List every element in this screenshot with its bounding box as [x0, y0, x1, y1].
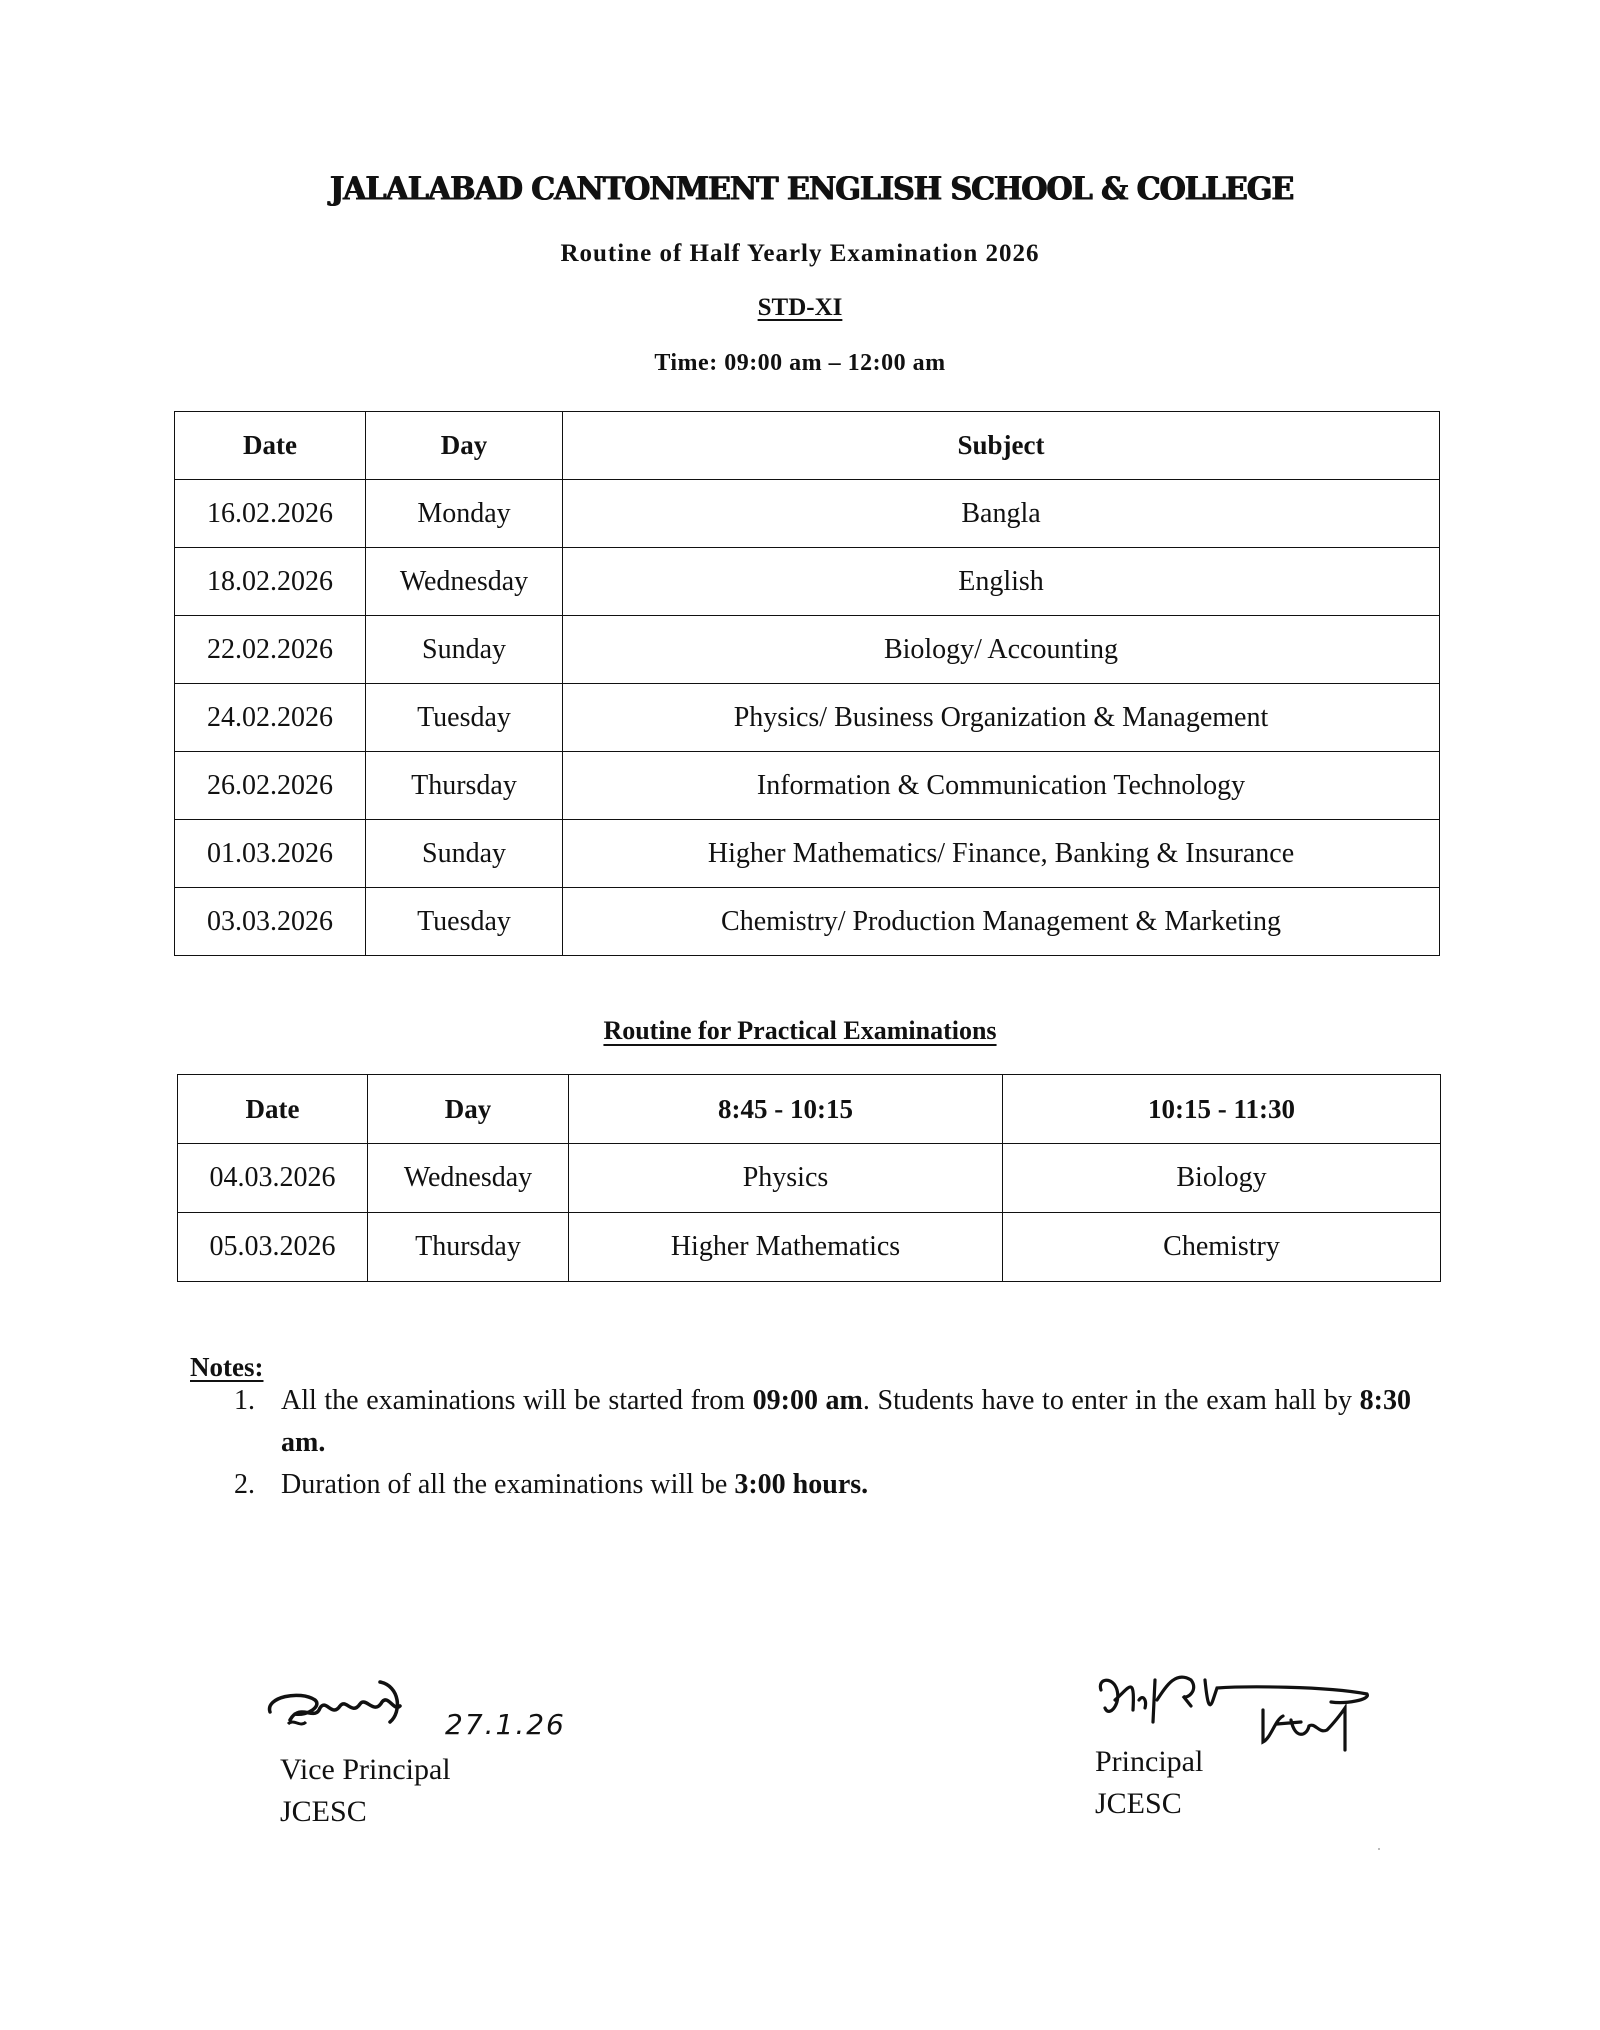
cell-date: 05.03.2026 — [178, 1213, 368, 1282]
cell-slot-1: Higher Mathematics — [569, 1213, 1003, 1282]
cell-slot-2: Biology — [1003, 1144, 1441, 1213]
vice-principal-signature-icon — [260, 1672, 460, 1752]
note-number: 2. — [234, 1469, 255, 1500]
class-label-text: STD-XI — [757, 294, 843, 321]
cell-subject: Information & Communication Technology — [563, 752, 1440, 820]
table-row — [178, 1213, 1441, 1282]
note-text-part: All the examinations will be started from — [281, 1385, 753, 1416]
table-header-row — [178, 1075, 1441, 1144]
note-emphasis: 8:30 am. — [281, 1385, 1411, 1458]
cell-day: Thursday — [366, 752, 563, 820]
exam-title: Routine of Half Yearly Examination 2026 — [560, 240, 1040, 267]
column-header-slot-1: 8:45 - 10:15 — [569, 1075, 1003, 1144]
cell-date: 18.02.2026 — [175, 548, 366, 616]
cell-date: 01.03.2026 — [175, 820, 366, 888]
column-header-slot-2: 10:15 - 11:30 — [1003, 1075, 1441, 1144]
vice-principal-title: Vice Principal — [280, 1753, 451, 1786]
note-item — [234, 1464, 1414, 1509]
notes-heading — [190, 1352, 263, 1383]
table-row — [175, 548, 1440, 616]
class-label — [0, 294, 1600, 322]
note-text-part: . Students have to enter in the exam hall by — [862, 1385, 1360, 1416]
cell-day: Sunday — [366, 616, 563, 684]
cell-day: Tuesday — [366, 684, 563, 752]
cell-slot-1: Physics — [569, 1144, 1003, 1213]
cell-subject: Physics/ Business Organization & Management — [563, 684, 1440, 752]
cell-slot-2: Chemistry — [1003, 1213, 1441, 1282]
practical-heading-text: Routine for Practical Examinations — [603, 1016, 997, 1045]
table-row — [175, 480, 1440, 548]
cell-subject: Biology/ Accounting — [563, 616, 1440, 684]
column-header-subject: Subject — [563, 412, 1440, 480]
column-header-date: Date — [175, 412, 366, 480]
signature-date: 27.1.26 — [445, 1708, 566, 1741]
table-row — [175, 820, 1440, 888]
table-row — [175, 616, 1440, 684]
cell-date: 03.03.2026 — [175, 888, 366, 956]
table-row — [175, 888, 1440, 956]
cell-day: Sunday — [366, 820, 563, 888]
cell-subject: Bangla — [563, 480, 1440, 548]
note-text — [281, 1464, 1411, 1506]
practical-routine-table — [177, 1074, 1441, 1282]
cell-day: Tuesday — [366, 888, 563, 956]
vice-principal-signature-block — [280, 1672, 640, 1842]
column-header-date: Date — [178, 1075, 368, 1144]
practical-routine-heading — [0, 1016, 1600, 1046]
scan-speck — [1378, 1848, 1380, 1850]
note-text — [281, 1380, 1411, 1464]
cell-day: Wednesday — [366, 548, 563, 616]
column-header-day: Day — [368, 1075, 569, 1144]
cell-date: 04.03.2026 — [178, 1144, 368, 1213]
table-row — [175, 752, 1440, 820]
cell-date: 16.02.2026 — [175, 480, 366, 548]
note-text-part: Duration of all the examinations will be — [281, 1469, 735, 1500]
cell-subject: English — [563, 548, 1440, 616]
school-name: JALALABAD CANTONMENT ENGLISH SCHOOL & COLLEGE — [330, 171, 1294, 208]
principal-signature-block — [1095, 1660, 1395, 1830]
column-header-day: Day — [366, 412, 563, 480]
cell-subject: Chemistry/ Production Management & Marketing — [563, 888, 1440, 956]
note-number: 1. — [234, 1385, 255, 1416]
cell-day: Wednesday — [368, 1144, 569, 1213]
cell-subject: Higher Mathematics/ Finance, Banking & Insurance — [563, 820, 1440, 888]
note-item — [234, 1380, 1414, 1470]
cell-day: Monday — [366, 480, 563, 548]
cell-date: 26.02.2026 — [175, 752, 366, 820]
principal-title: Principal — [1095, 1745, 1204, 1778]
vice-principal-org: JCESC — [280, 1795, 367, 1828]
table-header-row — [175, 412, 1440, 480]
table-row — [175, 684, 1440, 752]
cell-date: 24.02.2026 — [175, 684, 366, 752]
note-emphasis: 3:00 hours. — [734, 1469, 869, 1500]
table-row — [178, 1144, 1441, 1213]
note-emphasis: 09:00 am — [752, 1385, 863, 1416]
principal-org: JCESC — [1095, 1787, 1182, 1820]
notes-heading-text: Notes: — [190, 1352, 264, 1382]
cell-day: Thursday — [368, 1213, 569, 1282]
cell-date: 22.02.2026 — [175, 616, 366, 684]
exam-time: Time: 09:00 am – 12:00 am — [654, 350, 946, 376]
exam-routine-table — [174, 411, 1440, 956]
